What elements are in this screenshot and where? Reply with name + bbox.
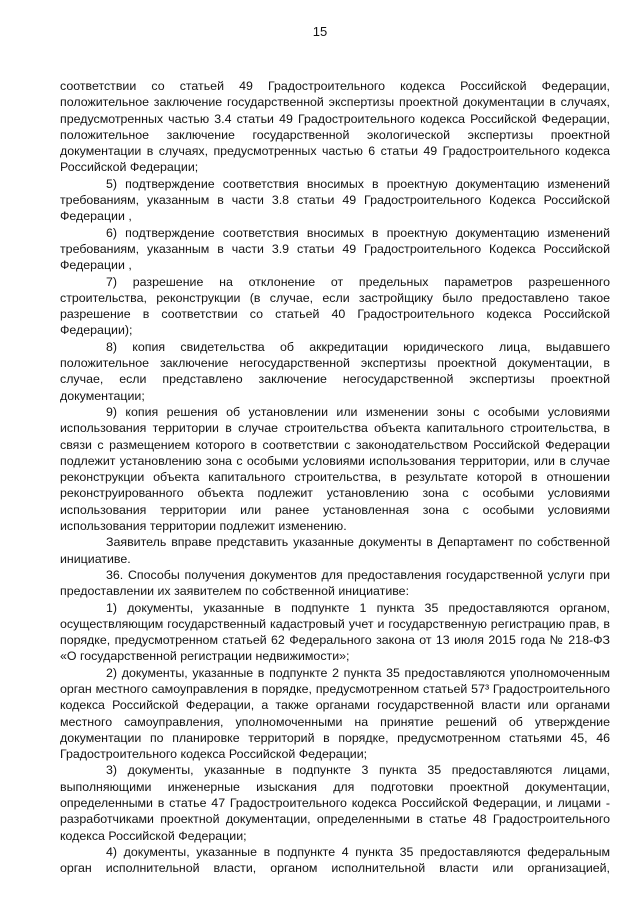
paragraph-item-8: 8) копия свидетельства об аккредитации юридического лица, выдавшего положительное заключение негосударственной экспертизы проектной документации, в случае, если представлено заключение негосударственной экспертизы проектной документации; [60, 339, 610, 403]
page-number: 15 [312, 24, 328, 39]
paragraph-applicant-right: Заявитель вправе представить указанные документы в Департамент по собственной инициативе. [60, 535, 610, 566]
paragraph-continuation: соответствии со статьей 49 Градостроительного кодекса Российской Федерации, положительное заключение государственной экспертизы проектной документации в случаях, предусмотренных частью 3.4 статьи 49 Градостроительного кодекса Российской Федерации, положительное заключение государственной экологической экспертизы проектной документации в случаях, предусмотренных частью 6 статьи 49 Градостроительного кодекса Российской Федерации; [60, 79, 610, 175]
paragraph-item-9: 9) копия решения об установлении или изменении зоны с особыми условиями использования территории в случае строительства объекта капитального строительства, в связи с размещением которого в соответствии с законодательством Российской Федерации подлежит установлению зона с особыми условиями использования территории, или в случае реконструкции объекта капитального строительства, в результате которой в отношении реконструированного объекта подлежит установлению зона с особыми условиями использования территории или ранее установленная зона с особыми условиями использования территории подлежит изменению. [60, 404, 610, 534]
paragraph-clause-36-item-1: 1) документы, указанные в подпункте 1 пункта 35 предоставляются органом, осуществляющим государственный кадастровый учет и государственную регистрацию прав, в порядке, предусмотренном статьей 62 Федерального закона от 13 июля 2015 года № 218-ФЗ «О государственной регистрации недвижимости»; [60, 600, 610, 664]
paragraph-item-7: 7) разрешение на отклонение от предельных параметров разрешенного строительства, реконструкции (в случае, если застройщику было предоставлено такое разрешение в соответствии со статьей 40 Градостроительного кодекса Российской Федерации); [60, 274, 610, 338]
page-body [60, 78, 610, 877]
paragraph-clause-36-item-2: 2) документы, указанные в подпункте 2 пункта 35 предоставляются уполномоченным орган местного самоуправления в порядке, предусмотренном статьей 57³ Градостроительного кодекса Российской Федерации, а также органами государственной власти или органами местного самоуправления, уполномоченными на принятие решений об утверждение документации по планировке территорий в порядке, предусмотренном статьями 45, 46 Градостроительного кодекса Российской Федерации; [60, 665, 610, 762]
paragraph-item-5: 5) подтверждение соответствия вносимых в проектную документацию изменений требованиям, указанным в части 3.8 статьи 49 Градостроительного Кодекса Российской Федерации , [60, 176, 610, 224]
paragraph-item-6: 6) подтверждение соответствия вносимых в проектную документацию изменений требованиям, указанным в части 3.9 статьи 49 Градостроительного Кодекса Российской Федерации , [60, 225, 610, 273]
paragraph-clause-36: 36. Способы получения документов для предоставления государственной услуги при предоставлении их заявителем по собственной инициативе: [60, 567, 610, 599]
paragraph-clause-36-item-4: 4) документы, указанные в подпункте 4 пункта 35 предоставляются федеральным орган исполнительной власти, органом исполнительной власти или организацией, [60, 844, 610, 876]
paragraph-clause-36-item-3: 3) документы, указанные в подпункте 3 пункта 35 предоставляются лицами, выполняющими инженерные изыскания для подготовки проектной документации, определенными в статье 47 Градостроительного кодекса Российской Федерации, и лицами - разработчиками проектной документации, определенными в статье 48 Градостроительного кодекса Российской Федерации; [60, 763, 610, 843]
